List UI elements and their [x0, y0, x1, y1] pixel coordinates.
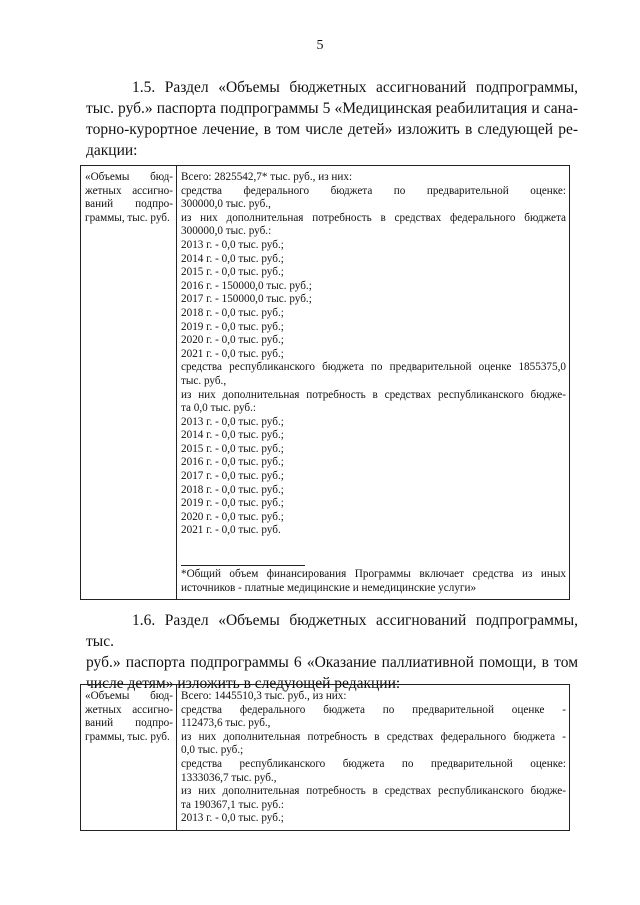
- value-line: 2020 г. - 0,0 тыс. руб.;: [181, 334, 284, 347]
- paragraph-line: торно-курортное лечение, в том числе детей» изложить в следующей ре-: [86, 121, 578, 138]
- page-number: 5: [316, 38, 324, 53]
- budget-table-1-6: [80, 684, 570, 831]
- section-1-5-paragraph: [86, 77, 578, 161]
- value-line: из них дополнительная потребность в средствах республиканского бюдже-: [181, 388, 566, 401]
- table-value-cell: [177, 166, 570, 600]
- label-line: ваний подпро-: [85, 717, 173, 730]
- value-line: из них дополнительная потребность в средствах федерального бюджета -: [181, 730, 566, 743]
- value-line: 112473,6 тыс. руб.,: [181, 717, 271, 730]
- label-line: граммы, тыс. руб.: [85, 211, 170, 224]
- value-line: 2019 г. - 0,0 тыс. руб.;: [181, 320, 284, 333]
- value-line: 2021 г. - 0,0 тыс. руб.: [181, 524, 281, 537]
- footnote-line: *Общий объем финансирования Программы включает средства из иных: [181, 568, 566, 581]
- value-line: Всего: 1445510,3 тыс. руб., из них:: [181, 690, 347, 702]
- value-line: из них дополнительная потребность в средствах федерального бюджета: [181, 211, 566, 224]
- value-line: 2014 г. - 0,0 тыс. руб.;: [181, 429, 284, 442]
- value-line: из них дополнительная потребность в средствах республиканского бюдже-: [181, 785, 566, 798]
- value-line: средства республиканского бюджета по предварительной оценке 1855375,0: [181, 361, 566, 374]
- table-label-cell: [81, 685, 177, 831]
- value-line: 2019 г. - 0,0 тыс. руб.;: [181, 497, 284, 510]
- value-line: средства федерального бюджета по предварительной оценке -: [181, 703, 566, 716]
- value-line: 300000,0 тыс. руб.:: [181, 225, 272, 238]
- label-line: «Объемы бюд-: [85, 171, 173, 183]
- paragraph-line: руб.» паспорта подпрограммы 6 «Оказание паллиативной помощи, в том: [86, 654, 578, 671]
- value-line: Всего: 2825542,7* тыс. руб., из них:: [181, 171, 353, 183]
- value-line: 300000,0 тыс. руб.,: [181, 198, 271, 211]
- value-line: 2016 г. - 0,0 тыс. руб.;: [181, 456, 284, 469]
- value-line: 2015 г. - 0,0 тыс. руб.;: [181, 266, 284, 279]
- paragraph-line: дакции:: [86, 142, 138, 159]
- paragraph-line: числе детям» изложить в следующей редакции:: [86, 675, 401, 692]
- value-line: 2018 г. - 0,0 тыс. руб.;: [181, 306, 284, 319]
- label-line: граммы, тыс. руб.: [85, 730, 170, 743]
- paragraph-line: 1.5. Раздел «Объемы бюджетных ассигнований подпрограммы,: [132, 79, 578, 96]
- footnote-line: источников - платные медицинские и немедицинские услуги»: [181, 581, 477, 594]
- label-line: ваний подпро-: [85, 198, 173, 211]
- value-line: 2018 г. - 0,0 тыс. руб.;: [181, 483, 284, 496]
- value-line: та 0,0 тыс. руб.:: [181, 402, 257, 415]
- table-label-cell: [81, 166, 177, 600]
- value-line: 0,0 тыс. руб.;: [181, 744, 244, 757]
- value-line: 1333036,7 тыс. руб.,: [181, 771, 277, 784]
- value-line: 2021 г. - 0,0 тыс. руб.;: [181, 347, 284, 360]
- value-line: средства республиканского бюджета по предварительной оценке:: [181, 757, 566, 770]
- value-line: 2020 г. - 0,0 тыс. руб.;: [181, 510, 284, 523]
- footnote-divider: [181, 565, 305, 566]
- value-line: та 190367,1 тыс. руб.:: [181, 798, 284, 811]
- paragraph-line: тыс. руб.» паспорта подпрограммы 5 «Медицинская реабилитация и сана-: [86, 100, 578, 117]
- value-line: 2014 г. - 0,0 тыс. руб.;: [181, 252, 284, 265]
- value-line: 2013 г. - 0,0 тыс. руб.;: [181, 238, 284, 251]
- value-line: тыс. руб.,: [181, 374, 227, 387]
- value-line: 2013 г. - 0,0 тыс. руб.;: [181, 812, 284, 825]
- paragraph-line: 1.6. Раздел «Объемы бюджетных ассигнований подпрограммы, тыс.: [86, 612, 578, 650]
- value-line: 2016 г. - 150000,0 тыс. руб.;: [181, 279, 312, 292]
- section-1-6-paragraph: [86, 610, 578, 694]
- label-line: жетных ассигно-: [85, 184, 173, 197]
- table-value-cell: [177, 685, 570, 831]
- spacer: [181, 538, 566, 565]
- budget-table-1-5: [80, 165, 570, 600]
- label-line: жетных ассигно-: [85, 703, 173, 716]
- value-line: 2013 г. - 0,0 тыс. руб.;: [181, 415, 284, 428]
- value-line: 2017 г. - 150000,0 тыс. руб.;: [181, 293, 312, 306]
- value-line: 2015 г. - 0,0 тыс. руб.;: [181, 442, 284, 455]
- label-line: «Объемы бюд-: [85, 690, 173, 702]
- value-line: средства федерального бюджета по предварительной оценке:: [181, 184, 566, 197]
- value-line: 2017 г. - 0,0 тыс. руб.;: [181, 470, 284, 483]
